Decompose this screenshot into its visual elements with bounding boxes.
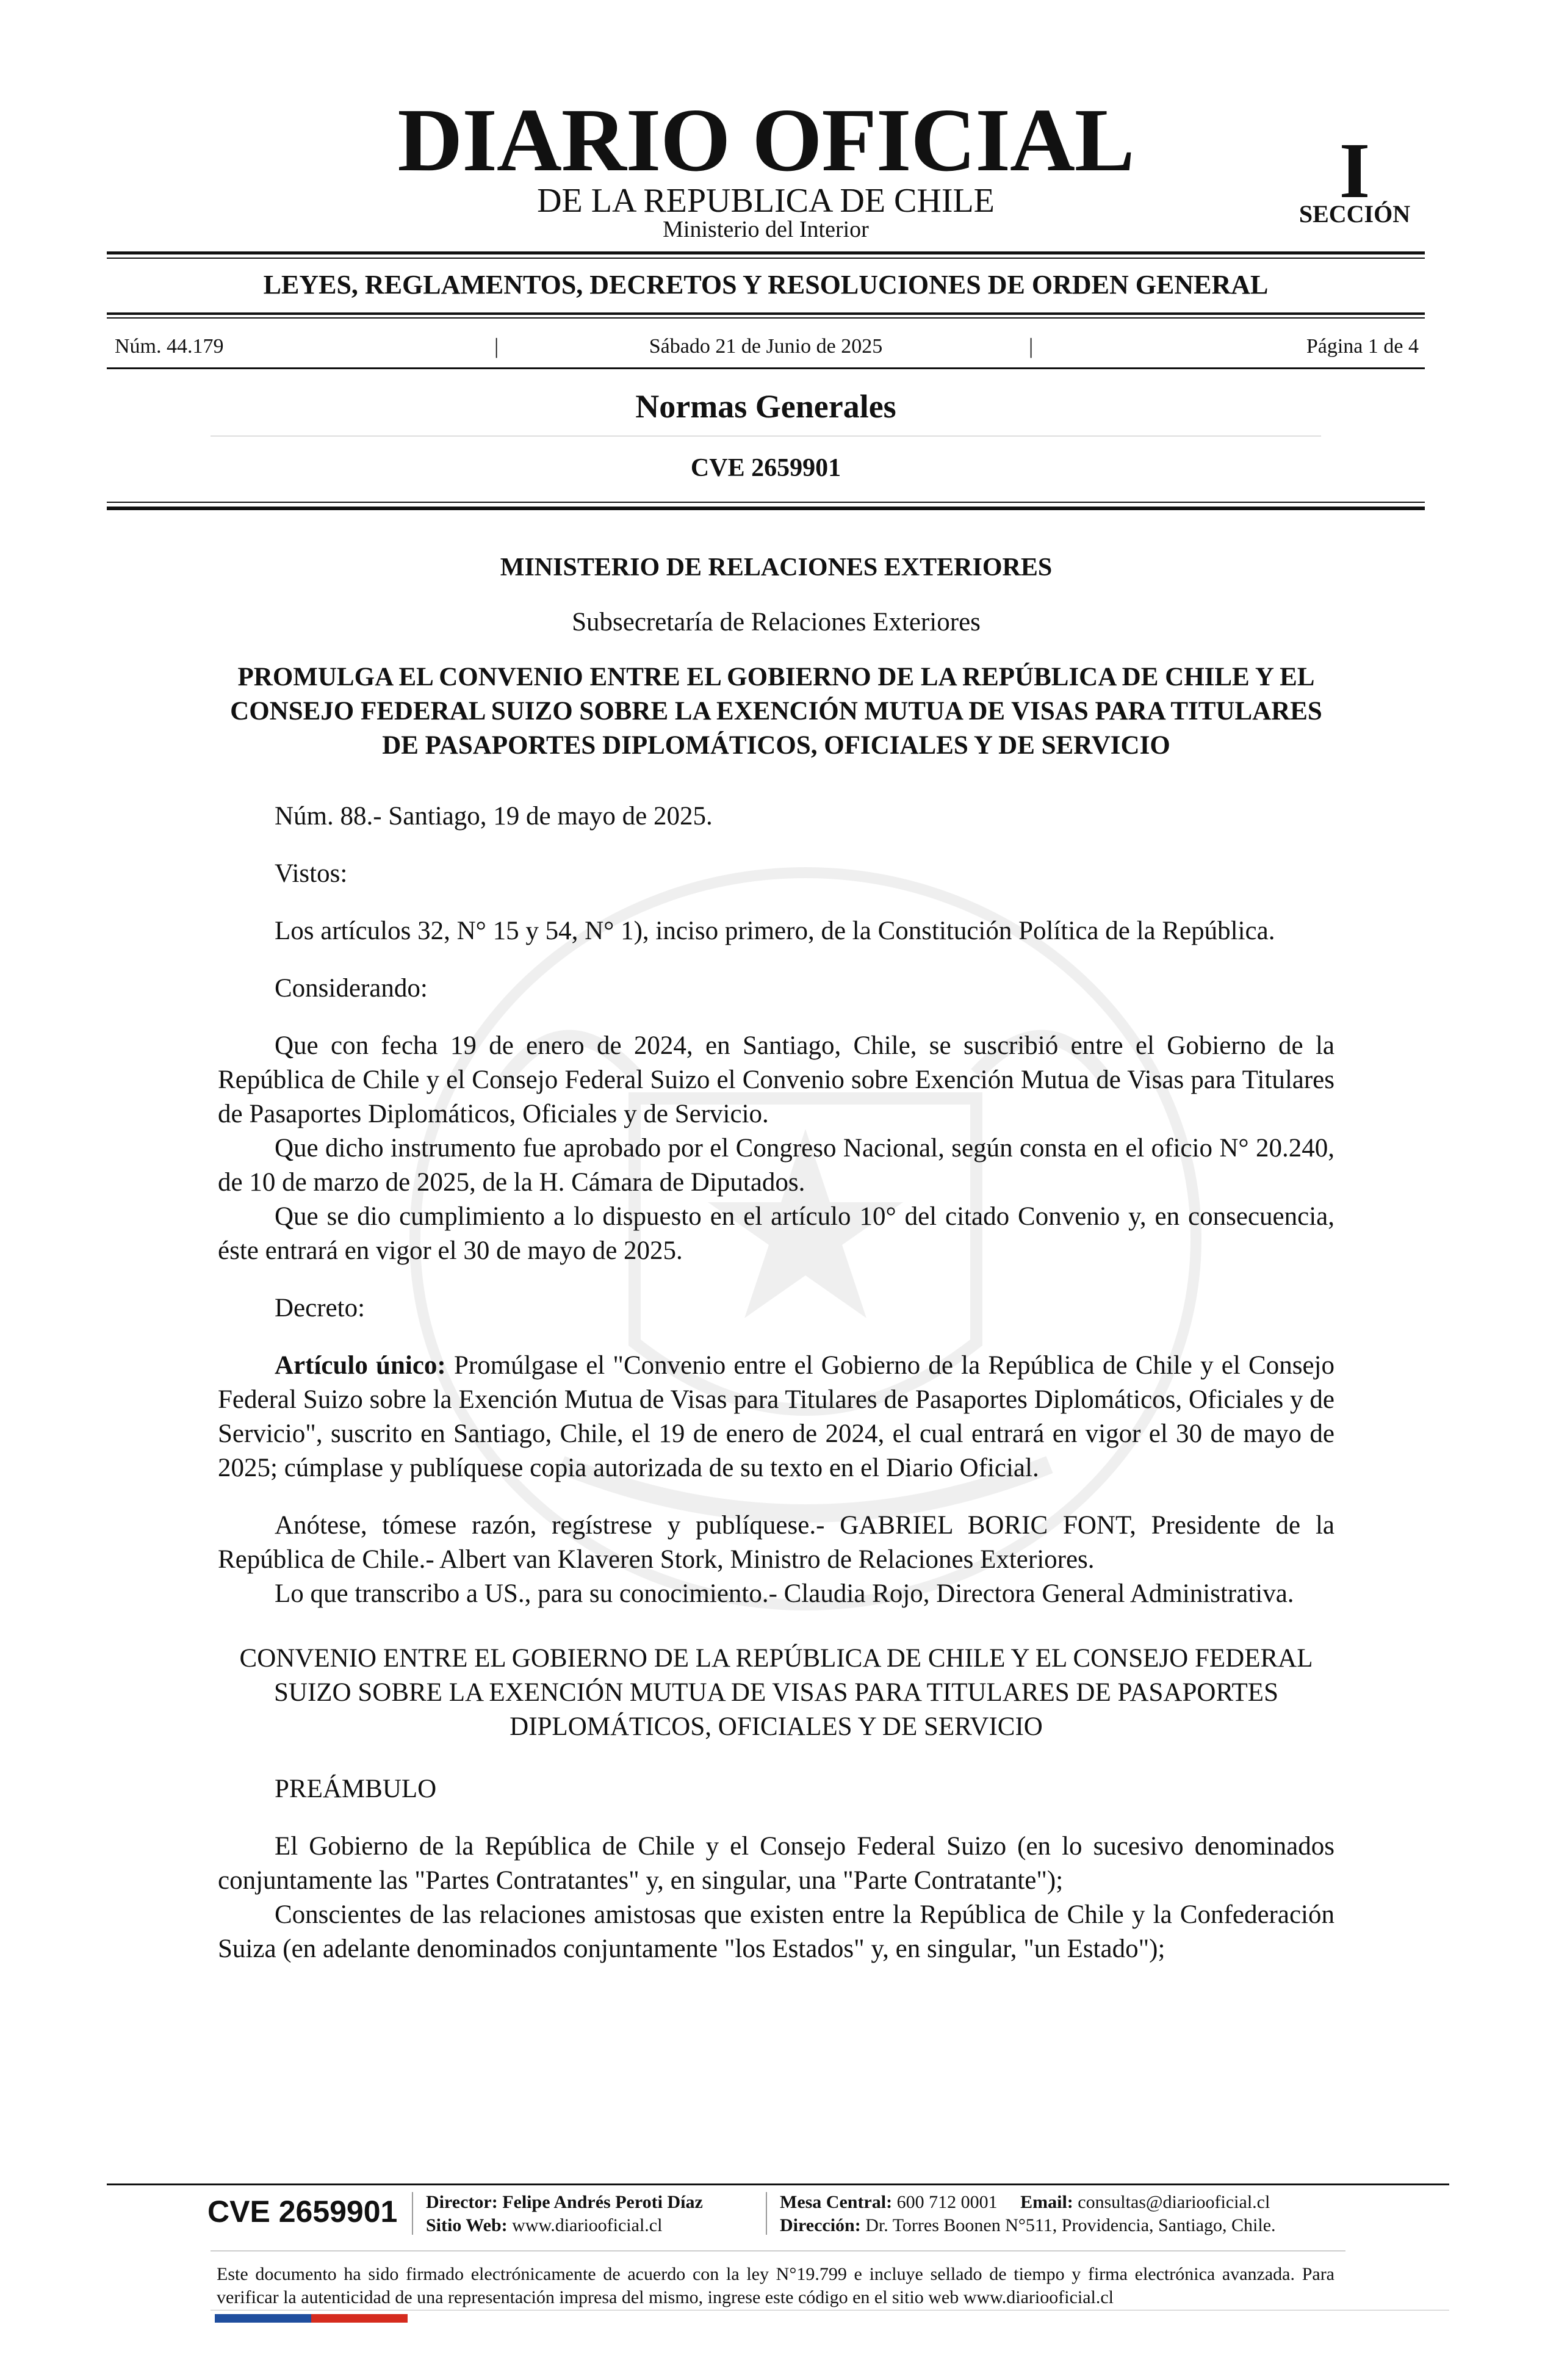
issue-date: Sábado 21 de Junio de 2025	[649, 335, 883, 358]
footer-divider	[412, 2192, 413, 2235]
footer-director	[426, 2191, 703, 2214]
footer-divider	[766, 2192, 767, 2235]
considerando-label: Considerando:	[275, 974, 428, 1003]
articulo-text: Promúlgase el "Convenio entre el Gobierno de la República de Chile y el Consejo Federal Suizo sobre la Exención Mutua de Visas para Titulares de Pasaportes Diplomáticos, Oficiales y de Servicio", suscrito en Santiago, Chile, el 19 de enero de 2024, el cual entrará en vigor el 30 de mayo de 2025; cúmplase y publíquese copia autorizada de su texto en el Diario Oficial.	[218, 1351, 1334, 1482]
email-label: Email:	[1020, 2192, 1073, 2212]
vistos-text: Los artículos 32, N° 15 y 54, N° 1), inciso primero, de la Constitución Política de la República.	[275, 917, 1275, 945]
issue-rule-top-thin	[107, 317, 1425, 319]
considerando-paragraph: Que se dio cumplimiento a lo dispuesto en el artículo 10° del citado Convenio y, en consecuencia, éste entrará en vigor el 30 de mayo de 2025.	[218, 1202, 1334, 1265]
articulo-unico	[218, 1349, 1334, 1485]
newspaper-ministry: Ministerio del Interior	[663, 217, 869, 242]
preambulo-label: PREÁMBULO	[275, 1775, 437, 1803]
address-value: Dr. Torres Boonen N°511, Providencia, Santiago, Chile.	[865, 2215, 1276, 2235]
preambulo-paragraph: Conscientes de las relaciones amistosas que existen entre la República de Chile y la Confederación Suiza (en adelante denominados conjuntamente "los Estados" y, en singular, "un Estado");	[218, 1900, 1334, 1963]
footer-rule-top	[107, 2183, 1449, 2185]
issue-number: Núm. 44.179	[115, 335, 224, 358]
issue-rule-bottom	[107, 367, 1425, 369]
section-heading: Normas Generales	[635, 388, 896, 425]
preambulo-paragraph: El Gobierno de la República de Chile y el Consejo Federal Suizo (en lo sucesivo denominados conjuntamente las "Partes Contratantes" y, en singular, una "Parte Contratante");	[218, 1832, 1334, 1895]
header-rule-thin	[107, 502, 1425, 503]
masthead-rule-thin	[107, 258, 1425, 259]
newspaper-title: DIARIO OFICIAL	[397, 90, 1134, 190]
ministry-heading: MINISTERIO DE RELACIONES EXTERIORES	[500, 554, 1053, 582]
issue-page: Página 1 de 4	[1306, 335, 1419, 358]
footer-signature-note: Este documento ha sido firmado electrónicamente de acuerdo con la ley N°19.799 e incluye sellado de tiempo y firma electrónica avanzada. Para verificar la autenticidad de una representación impresa del mismo, ingrese este código en el sitio web www.diariooficial.cl	[217, 2264, 1334, 2307]
vistos-label: Vistos:	[275, 859, 348, 888]
considerando-paragraph: Que dicho instrumento fue aprobado por el Congreso Nacional, según consta en el oficio N° 20.240, de 10 de marzo de 2025, de la H. Cámara de Diputados.	[218, 1134, 1334, 1197]
issue-rule-top-thick	[107, 312, 1425, 315]
mesa-label: Mesa Central:	[780, 2192, 893, 2212]
footer-website	[426, 2214, 662, 2237]
masthead	[0, 92, 1556, 250]
email-value[interactable]: consultas@diariooficial.cl	[1078, 2192, 1270, 2212]
director-label: Director:	[426, 2192, 498, 2212]
issue-separator: |	[1029, 334, 1034, 358]
footer-contact	[780, 2191, 1270, 2214]
considerando-paragraph: Que con fecha 19 de enero de 2024, en Santiago, Chile, se suscribió entre el Gobierno de la República de Chile y el Consejo Federal Suizo el Convenio sobre Exención Mutua de Visas para Titulares de Pasaportes Diplomáticos, Oficiales y de Servicio.	[218, 1031, 1334, 1128]
header-rule-thick	[107, 507, 1425, 510]
articulo-label: Artículo único:	[275, 1351, 446, 1380]
site-value[interactable]: www.diariooficial.cl	[512, 2215, 663, 2235]
footer-cve-code: CVE 2659901	[207, 2194, 398, 2229]
anotese-paragraph: Anótese, tómese razón, regístrese y publíquese.- GABRIEL BORIC FONT, Presidente de la República de Chile.- Albert van Klaveren Stork, Ministro de Relaciones Exteriores.	[218, 1511, 1334, 1574]
section-number: I	[1339, 127, 1371, 215]
category-heading: LEYES, REGLAMENTOS, DECRETOS Y RESOLUCIONES DE ORDEN GENERAL	[263, 270, 1269, 300]
cve-heading: CVE 2659901	[690, 454, 841, 482]
section-label: SECCIÓN	[1298, 200, 1411, 228]
masthead-rule-thick	[107, 251, 1425, 254]
newspaper-subtitle: DE LA REPUBLICA DE CHILE	[537, 182, 995, 220]
decree-title: PROMULGA EL CONVENIO ENTRE EL GOBIERNO DE LA REPÚBLICA DE CHILE Y EL CONSEJO FEDERAL SUIZO SOBRE LA EXENCIÓN MUTUA DE VISAS PARA TITULARES DE PASAPORTES DIPLOMÁTICOS, OFICIALES Y DE SERVICIO	[230, 663, 1322, 760]
document-body	[218, 550, 1334, 1966]
decreto-label: Decreto:	[275, 1294, 366, 1322]
subsecretaria: Subsecretaría de Relaciones Exteriores	[572, 608, 981, 636]
footer-address	[780, 2214, 1276, 2237]
address-label: Dirección:	[780, 2215, 861, 2235]
transcribo-paragraph: Lo que transcribo a US., para su conocimiento.- Claudia Rojo, Directora General Administrativa.	[275, 1579, 1294, 1608]
mesa-value: 600 712 0001	[896, 2192, 998, 2212]
convenio-title: CONVENIO ENTRE EL GOBIERNO DE LA REPÚBLICA DE CHILE Y EL CONSEJO FEDERAL SUIZO SOBRE LA EXENCIÓN MUTUA DE VISAS PARA TITULARES DE PASAPORTES DIPLOMÁTICOS, OFICIALES Y DE SERVICIO	[239, 1644, 1313, 1741]
flag-stripe-red	[311, 2314, 408, 2323]
flag-stripe-blue	[215, 2314, 311, 2323]
decree-number: Núm. 88.- Santiago, 19 de mayo de 2025.	[275, 802, 713, 831]
issue-separator: |	[494, 334, 499, 358]
site-label: Sitio Web:	[426, 2215, 508, 2235]
director-value: Felipe Andrés Peroti Díaz	[502, 2192, 703, 2212]
